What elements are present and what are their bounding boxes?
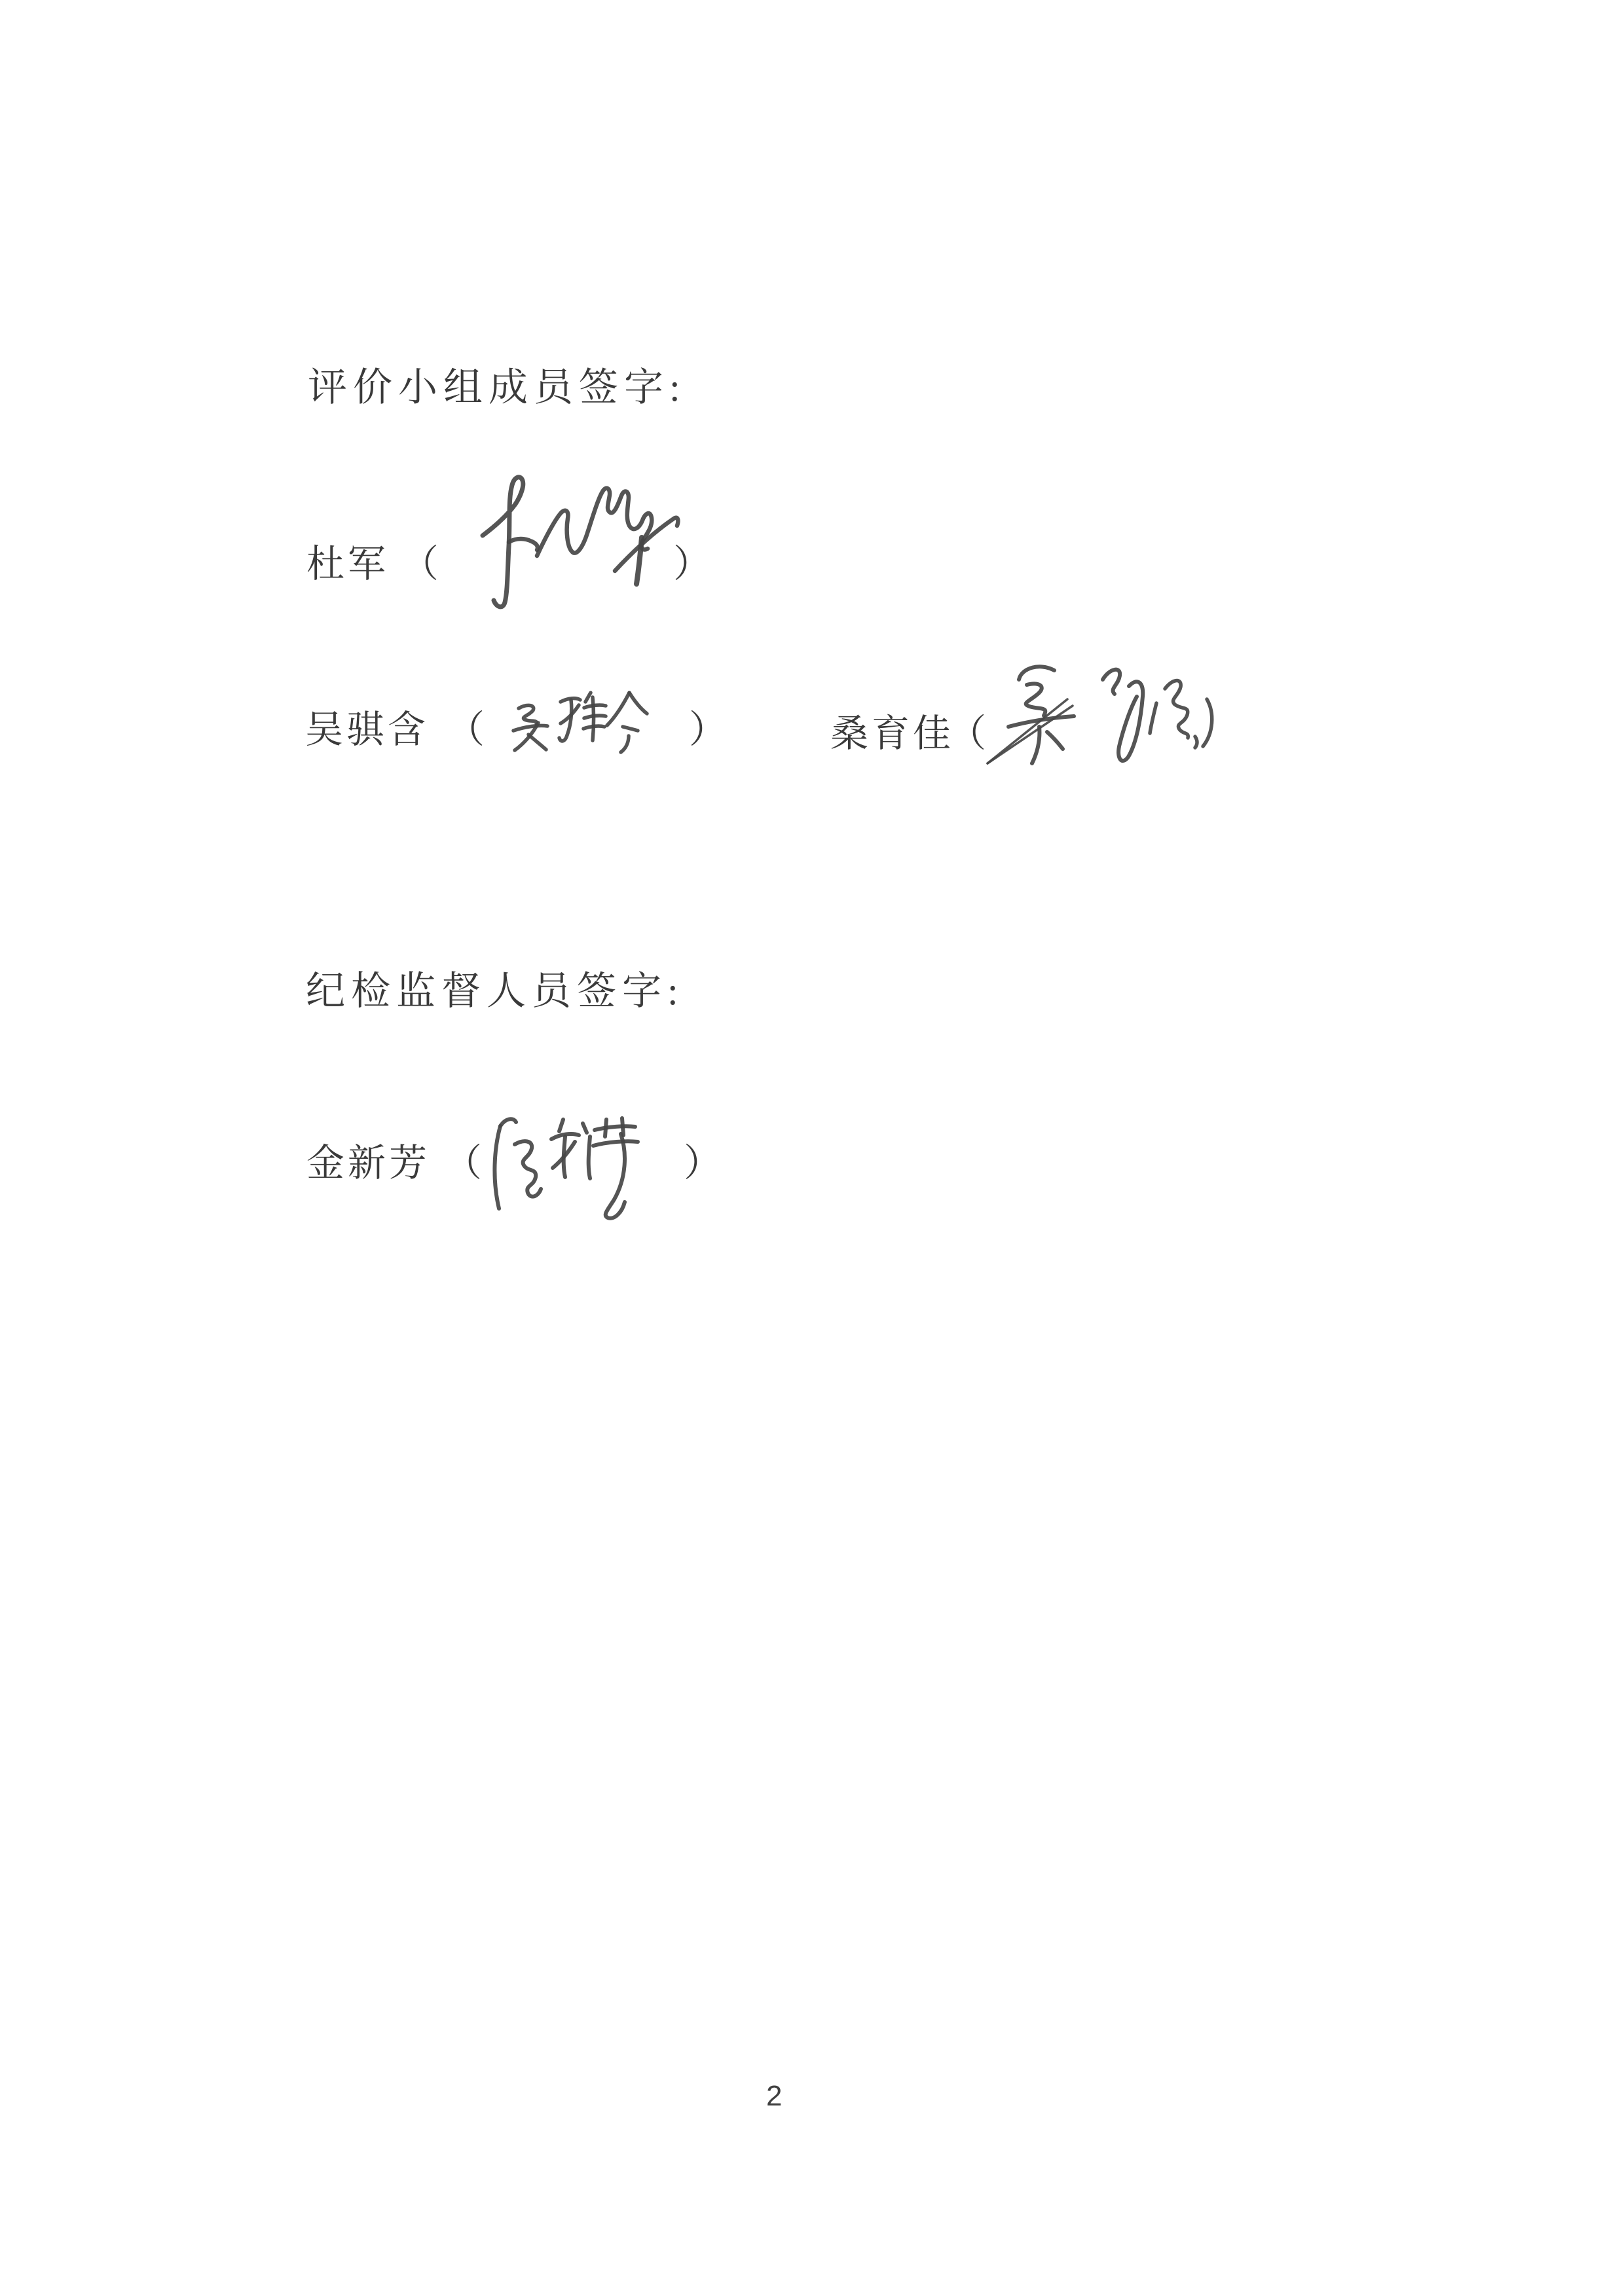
open-paren-du-jun: （ [401, 543, 439, 585]
close-paren-jin-xinfang: ） [684, 1142, 722, 1184]
evaluation-section-heading: 评价小组成员签字: [308, 366, 686, 409]
signature-sang-yujia-handwriting [981, 660, 1223, 778]
open-paren-wu-qihan: （ [447, 708, 485, 751]
signer-name-wu-qihan: 吴骐含 [305, 708, 430, 751]
signature-jin-xinfang-handwriting [486, 1113, 650, 1221]
signature-wu-qihan-handwriting [509, 689, 650, 759]
close-paren-du-jun: ） [673, 543, 712, 585]
discipline-section-heading: 纪检监督人员签字: [306, 970, 684, 1013]
signature-du-jun-handwriting [481, 473, 691, 623]
close-paren-wu-qihan: ） [689, 708, 728, 751]
open-paren-jin-xinfang: （ [444, 1142, 483, 1184]
open-paren-sang-yujia: （ [948, 712, 987, 755]
signer-name-jin-xinfang: 金新芳 [306, 1142, 431, 1184]
signer-name-sang-yujia: 桑育佳 [830, 712, 955, 755]
signer-name-du-jun: 杜军 [306, 543, 390, 585]
page-number: 2 [766, 2080, 783, 2112]
